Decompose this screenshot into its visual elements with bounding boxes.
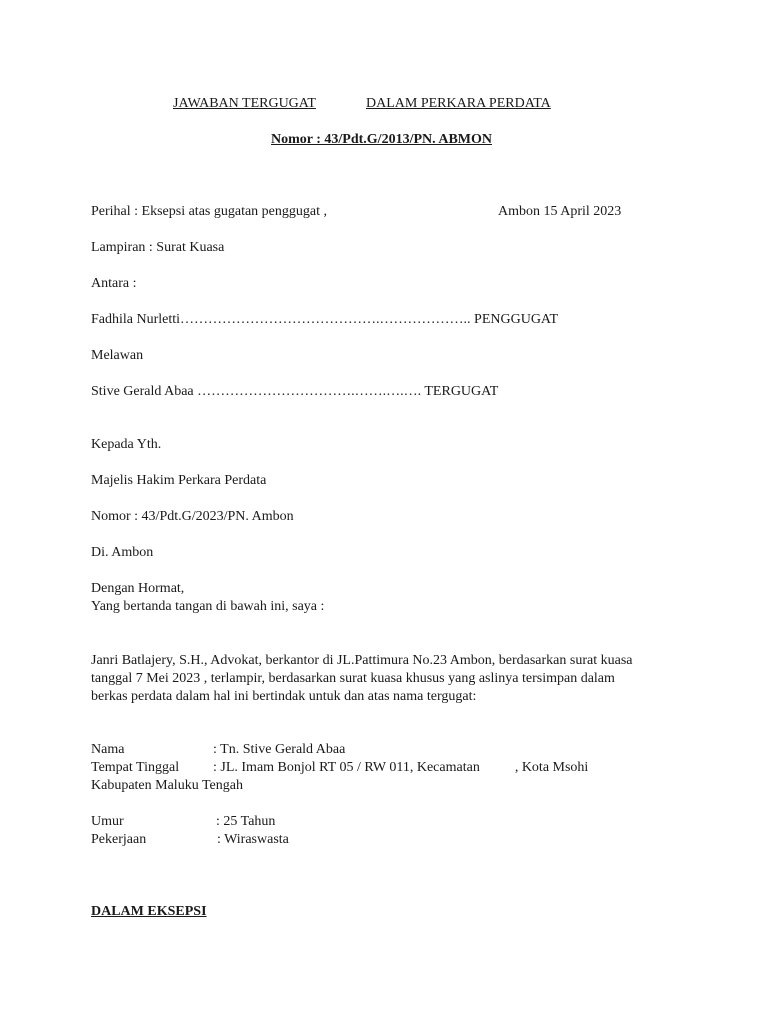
title-part2: DALAM PERKARA PERDATA: [366, 96, 551, 111]
perihal-line: Perihal : Eksepsi atas gugatan penggugat ,: [91, 204, 327, 219]
majelis-line: Majelis Hakim Perkara Perdata: [91, 473, 267, 488]
antara-line: Antara :: [91, 276, 137, 291]
penggugat-line: Fadhila Nurletti…………………………………….……………….. PENGGUGAT: [91, 312, 559, 327]
body-line-1: Janri Batlajery, S.H., Advokat, berkantor di JL.Pattimura No.23 Ambon, berdasarkan surat kuasa: [91, 653, 633, 668]
section-heading-eksepsi: DALAM EKSEPSI: [91, 904, 207, 919]
umur-value: : 25 Tahun: [216, 814, 276, 829]
tergugat-line: Stive Gerald Abaa …………………………….…….….…. TERGUGAT: [91, 384, 499, 399]
melawan-line: Melawan: [91, 348, 144, 363]
undersigned-line: Yang bertanda tangan di bawah ini, saya :: [91, 599, 325, 614]
pekerjaan-value: : Wiraswasta: [217, 832, 289, 847]
body-line-3: berkas perdata dalam hal ini bertindak untuk dan atas nama tergugat:: [91, 689, 477, 704]
hormat-line: Dengan Hormat,: [91, 581, 185, 596]
recipient-nomor-line: Nomor : 43/Pdt.G/2023/PN. Ambon: [91, 509, 294, 524]
di-line: Di. Ambon: [91, 545, 154, 560]
tempat-label: Tempat Tinggal: [91, 760, 180, 775]
umur-label: Umur: [91, 814, 124, 829]
body-line-2: tanggal 7 Mei 2023 , terlampir, berdasarkan surat kuasa khusus yang aslinya tersimpan dalam: [91, 671, 615, 686]
pekerjaan-label: Pekerjaan: [91, 832, 147, 847]
nama-value: : Tn. Stive Gerald Abaa: [213, 742, 346, 757]
place-date: Ambon 15 April 2023: [498, 204, 622, 219]
kepada-line: Kepada Yth.: [91, 437, 162, 452]
title-part1: JAWABAN TERGUGAT: [173, 96, 316, 111]
lampiran-line: Lampiran : Surat Kuasa: [91, 240, 225, 255]
kabupaten-line: Kabupaten Maluku Tengah: [91, 778, 243, 793]
tempat-value: : JL. Imam Bonjol RT 05 / RW 011, Kecamatan , Kota Msohi: [213, 760, 589, 775]
case-number-heading: Nomor : 43/Pdt.G/2013/PN. ABMON: [271, 132, 493, 147]
nama-label: Nama: [91, 742, 125, 757]
